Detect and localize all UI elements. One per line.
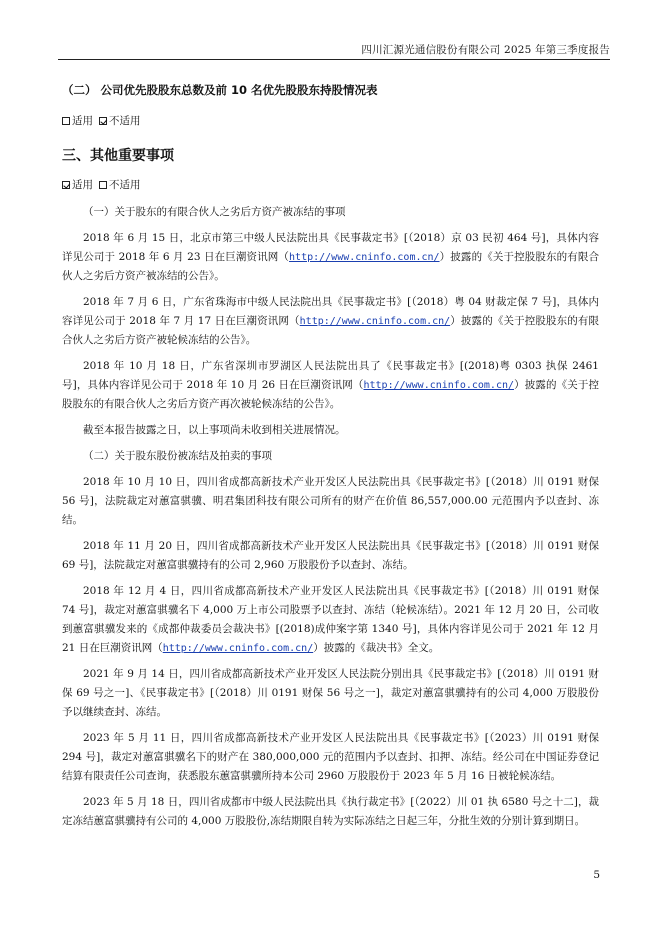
paragraph-8: 2021 年 9 月 14 日，四川省成都高新技术产业开发区人民法院分别出具《民事裁定书》[（2018）川 0191 财保 69 号之一]、《民事裁定书》[（2018）川 0191 财保 56 号之一]，裁定对蕙富骐骥持有的公司 4,000 万股股份予以继续查封、冻结。 bbox=[62, 668, 599, 718]
paragraph-9: 2023 年 5 月 11 日，四川省成都高新技术产业开发区人民法院出具《民事裁定书》[（2023）川 0191 财保 294 号]，裁定对蕙富骐骥名下的财产在 380,000,000 元的范围内予以查封、扣押、冻结。经公司在中国证券登记结算有限责任公司查询，获悉股东蕙富骐骥所持本公司 2960 万股股份于 2023 年 5 月 16 日被轮候冻结。 bbox=[62, 732, 599, 782]
page-header: 四川汇源光通信股份有限公司 2025 年第三季度报告 bbox=[361, 44, 610, 56]
paragraph-2: 2018 年 7 月 6 日，广东省珠海市中级人民法院出具《民事裁定书》[（2018）粤 04 财裁定保 7 号]，具体内容详见公司于 2018 年 7 月 17 日在巨潮资讯网（http://www.cninfo.com.cn/）披露的《关于控股股东的有限合伙人之劣后方资产被轮候冻结的公告》。 bbox=[62, 296, 599, 346]
cninfo-link[interactable]: http://www.cninfo.com.cn/ bbox=[299, 316, 451, 327]
checked-box-icon bbox=[62, 181, 70, 189]
checked-box-icon bbox=[99, 117, 107, 125]
paragraph-6: 2018 年 11 月 20 日，四川省成都高新技术产业开发区人民法院出具《民事裁定书》[（2018）川 0191 财保 69 号]，法院裁定对蕙富骐骥持有的公司 2,960 万股股份予以查封、冻结。 bbox=[62, 540, 599, 571]
section-3-title: 三、其他重要事项 bbox=[62, 148, 174, 164]
section-3-applicability bbox=[62, 177, 141, 192]
section-3-body bbox=[62, 203, 599, 831]
subheading-2: （二）关于股东股份被冻结及拍卖的事项 bbox=[83, 450, 272, 462]
paragraph-1: 2018 年 6 月 15 日，北京市第三中级人民法院出具《民事裁定书》[（2018）京 03 民初 464 号]，具体内容详见公司于 2018 年 6 月 23 日在巨潮资讯网（http://www.cninfo.com.cn/）披露的《关于控股股东的有限合伙人之劣后方资产被冻结的公告》。 bbox=[62, 232, 599, 282]
paragraph-5: 2018 年 10 月 10 日，四川省成都高新技术产业开发区人民法院出具《民事裁定书》[（2018）川 0191 财保 56 号]，法院裁定对蕙富骐骥、明君集团科技有限公司所有的财产在价值 86,557,000.00 元范围内予以查封、冻结。 bbox=[62, 476, 599, 526]
option-not-applicable: 不适用 bbox=[109, 115, 141, 127]
paragraph-3: 2018 年 10 月 18 日，广东省深圳市罗湖区人民法院出具了《民事裁定书》[(2018)粤 0303 执保 2461 号]，具体内容详见公司于 2018 年 10 月 26 日在巨潮资讯网（http://www.cninfo.com.cn/）披露的《关于控股股东的有限合伙人之劣后方资产再次被轮候冻结的公告》。 bbox=[62, 360, 599, 410]
unchecked-box-icon bbox=[62, 117, 70, 125]
subheading-1: （一）关于股东的有限合伙人之劣后方资产被冻结的事项 bbox=[83, 206, 346, 218]
cninfo-link[interactable]: http://www.cninfo.com.cn/ bbox=[162, 643, 314, 654]
option-applicable: 适用 bbox=[72, 179, 93, 191]
paragraph-7: 2018 年 12 月 4 日，四川省成都高新技术产业开发区人民法院出具《民事裁定书》[（2018）川 0191 财保 74 号]，裁定对蕙富骐骥名下 4,000 万上市公司股票予以查封、冻结（轮候冻结）。2021 年 12 月 20 日，公司收到蕙富骐骥发来的《成都仲裁委员会裁决书》[(2018)成仲案字第 1340 号]，具体内容详见公司于 2021 年 12 月 21 日在巨潮资讯网（http://www.cninfo.com.cn/）披露的《裁决书》全文。 bbox=[62, 585, 599, 654]
option-not-applicable: 不适用 bbox=[109, 179, 141, 191]
paragraph-4: 截至本报告披露之日，以上事项尚未收到相关进展情况。 bbox=[83, 424, 346, 436]
page-number: 5 bbox=[593, 869, 600, 881]
cninfo-link[interactable]: http://www.cninfo.com.cn/ bbox=[289, 252, 440, 263]
section-2-applicability bbox=[62, 113, 141, 128]
header-divider bbox=[58, 59, 610, 60]
option-applicable: 适用 bbox=[72, 115, 93, 127]
unchecked-box-icon bbox=[99, 181, 107, 189]
paragraph-10: 2023 年 5 月 18 日，四川省成都市中级人民法院出具《执行裁定书》[（2022）川 01 执 6580 号之十二]，裁定冻结蕙富骐骥持有公司的 4,000 万股股份,冻结期限自转为实际冻结之日起三年，分批生效的分别计算到期日。 bbox=[62, 796, 599, 827]
cninfo-link[interactable]: http://www.cninfo.com.cn/ bbox=[363, 380, 515, 391]
section-2-title: （二） 公司优先股股东总数及前 10 名优先股股东持股情况表 bbox=[62, 83, 378, 97]
